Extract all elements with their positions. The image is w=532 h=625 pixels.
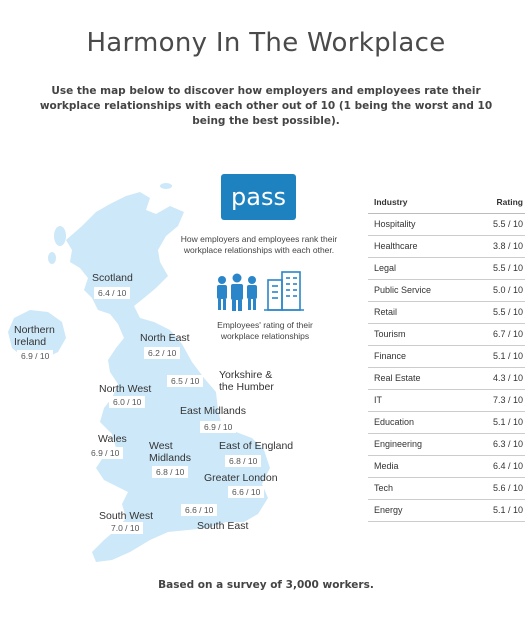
region-label-yorkshire: Yorkshire & the Humber	[219, 369, 274, 393]
industry-name: Education	[374, 417, 415, 427]
region-rating-north-west: 6.0 / 10	[109, 396, 145, 408]
table-row	[368, 412, 525, 434]
industry-rating: 5.1 / 10	[492, 417, 523, 427]
industry-name: Tourism	[374, 329, 406, 339]
survey-footnote: Based on a survey of 3,000 workers.	[158, 579, 374, 591]
industry-name: Healthcare	[374, 241, 418, 251]
island-shape	[48, 252, 56, 264]
region-rating-south-east: 6.6 / 10	[181, 504, 217, 516]
table-row	[368, 456, 525, 478]
industry-ratings-table	[368, 193, 525, 522]
industry-rating: 3.8 / 10	[492, 241, 523, 251]
region-rating-west-midlands: 6.8 / 10	[152, 466, 188, 478]
industry-name: Finance	[374, 351, 407, 361]
industry-rating: 5.5 / 10	[492, 307, 523, 317]
table-row	[368, 280, 525, 302]
region-label-greater-london: Greater London	[204, 472, 278, 484]
region-rating-east-of-england: 6.8 / 10	[225, 455, 261, 467]
pass-logo: pass	[221, 174, 296, 220]
page-title: Harmony In The Workplace	[86, 28, 446, 58]
region-label-north-west: North West	[99, 383, 152, 395]
table-row	[368, 214, 525, 236]
region-label-east-midlands: East Midlands	[180, 405, 246, 417]
region-label-scotland: Scotland	[92, 272, 133, 284]
industry-rating: 5.5 / 10	[492, 263, 523, 273]
table-row	[368, 500, 525, 522]
industry-rating: 4.3 / 10	[492, 373, 523, 383]
industry-rating: 6.3 / 10	[492, 439, 523, 449]
region-rating-scotland: 6.4 / 10	[94, 287, 130, 299]
table-row	[368, 390, 525, 412]
region-label-north-east: North East	[140, 332, 190, 344]
region-rating-south-west: 7.0 / 10	[107, 522, 143, 534]
industry-rating: 5.1 / 10	[492, 351, 523, 361]
region-label-west-midlands: West Midlands	[149, 440, 192, 464]
people-icon	[213, 272, 261, 312]
industry-name: Legal	[374, 263, 397, 273]
region-rating-east-midlands: 6.9 / 10	[200, 421, 236, 433]
table-row	[368, 346, 525, 368]
industry-name: Media	[374, 461, 399, 471]
industry-column-header: Industry	[374, 197, 408, 207]
table-body	[368, 214, 525, 522]
industry-name: Tech	[374, 483, 394, 493]
industry-name: IT	[374, 395, 382, 405]
industry-rating: 6.4 / 10	[492, 461, 523, 471]
table-row	[368, 236, 525, 258]
rating-column-header: Rating	[496, 197, 523, 207]
region-rating-yorkshire: 6.5 / 10	[167, 375, 203, 387]
industry-rating: 5.6 / 10	[492, 483, 523, 493]
region-label-south-east: South East	[197, 520, 249, 532]
region-label-east-of-england: East of England	[219, 440, 294, 452]
table-row	[368, 368, 525, 390]
industry-name: Real Estate	[374, 373, 421, 383]
table-row	[368, 324, 525, 346]
table-row	[368, 434, 525, 456]
industry-name: Retail	[374, 307, 398, 317]
office-building-icon	[264, 270, 306, 312]
region-rating-wales: 6.9 / 10	[87, 447, 123, 459]
region-label-northern-ireland: Northern Ireland	[14, 324, 55, 348]
industry-rating: 5.0 / 10	[492, 285, 523, 295]
industry-rating: 6.7 / 10	[492, 329, 523, 339]
page-subtitle: Use the map below to discover how employers and employees rate their workplace relationships with each other out of 10 (1 being the worst and 10 being the best possible).	[39, 85, 493, 127]
region-rating-north-east: 6.2 / 10	[144, 347, 180, 359]
island-shape	[160, 183, 172, 189]
industry-rating: 5.1 / 10	[492, 505, 523, 515]
region-rating-greater-london: 6.6 / 10	[228, 486, 264, 498]
table-row	[368, 258, 525, 280]
table-header	[368, 193, 525, 214]
region-label-wales: Wales	[98, 433, 127, 445]
table-row	[368, 302, 525, 324]
region-label-south-west: South West	[99, 510, 154, 522]
region-rating-northern-ireland: 6.9 / 10	[17, 350, 53, 362]
industry-rating: 5.5 / 10	[492, 219, 523, 229]
industry-rating: 7.3 / 10	[492, 395, 523, 405]
industry-name: Engineering	[374, 439, 423, 449]
industry-name: Energy	[374, 505, 403, 515]
employers-legend-text: How employers and employees rank their workplace relationships with each other.	[180, 234, 338, 255]
industry-name: Public Service	[374, 285, 432, 295]
island-shape	[54, 226, 66, 246]
industry-name: Hospitality	[374, 219, 416, 229]
table-row	[368, 478, 525, 500]
employees-legend-text: Employees' rating of their workplace relationships	[217, 320, 313, 341]
